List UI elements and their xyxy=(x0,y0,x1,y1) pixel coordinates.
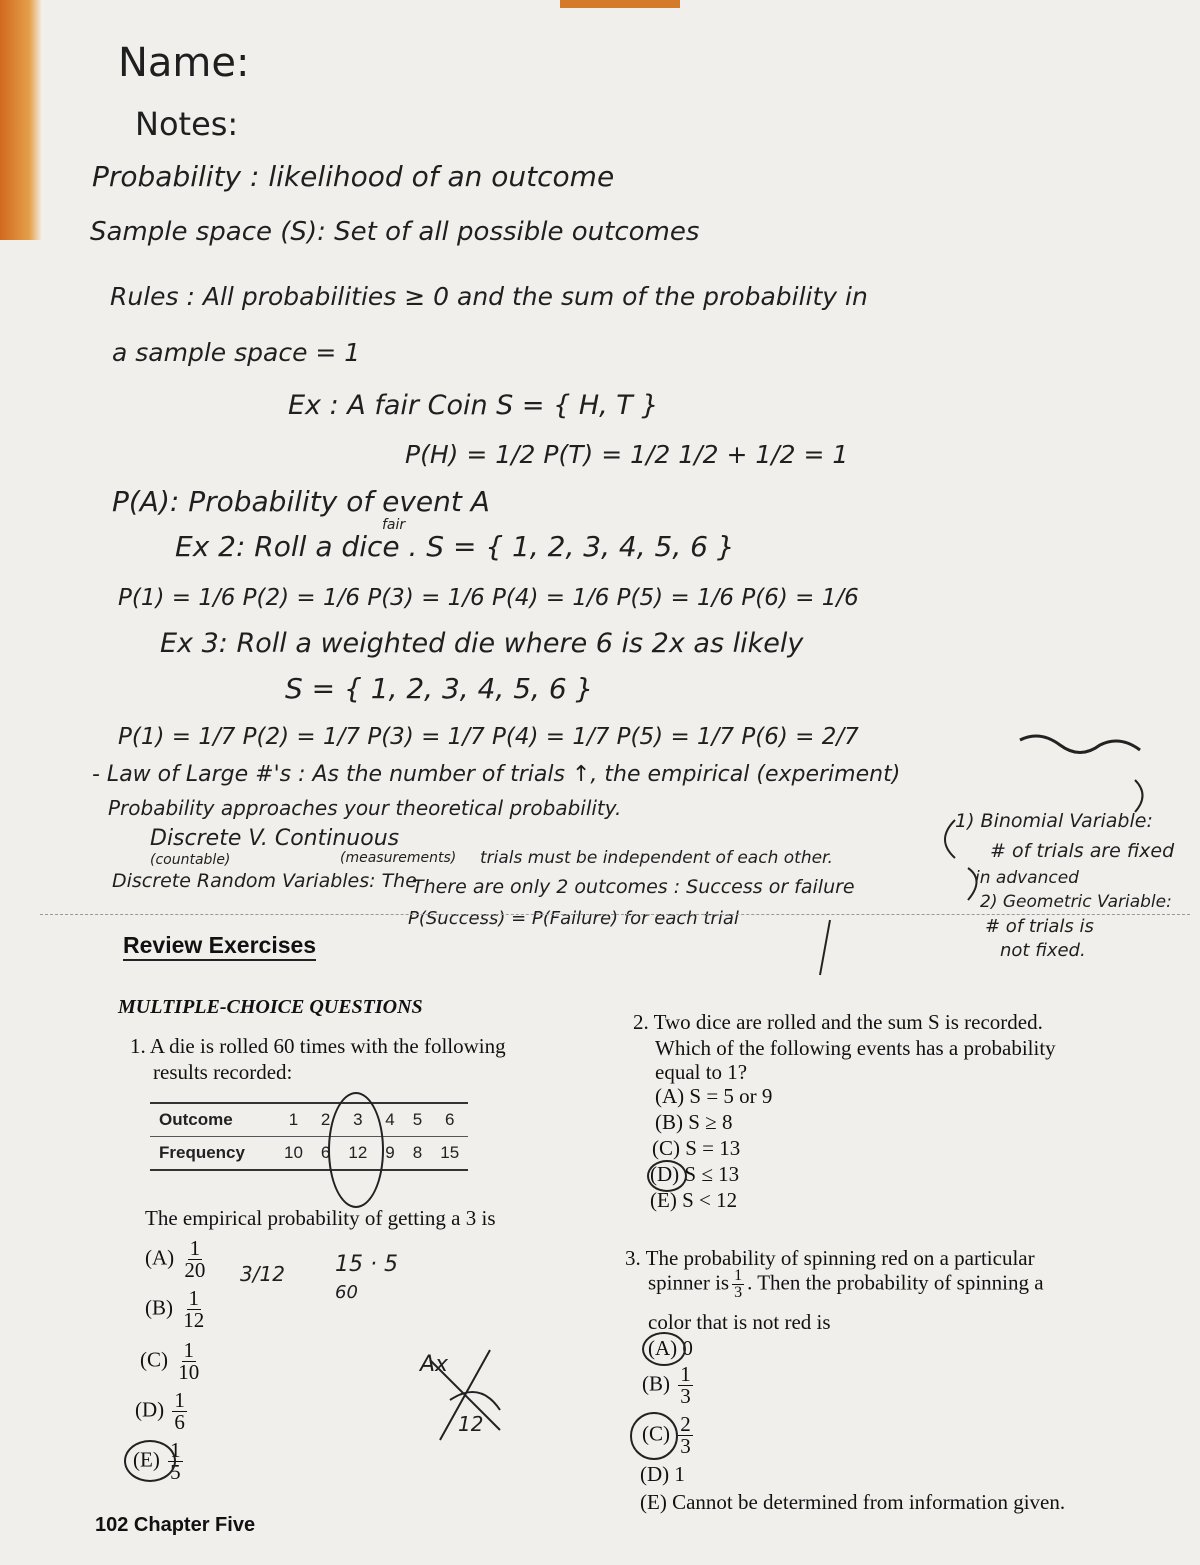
fraction-denominator: 3 xyxy=(734,1284,743,1301)
table-cell: 4 xyxy=(376,1103,403,1137)
q3-choice-e: (E) Cannot be determined from information given. xyxy=(640,1490,1066,1514)
circled-answer-d xyxy=(647,1160,687,1192)
q2-choice-c: (C) S = 13 xyxy=(652,1136,741,1160)
table-cell: 8 xyxy=(404,1137,431,1171)
table-cell: 10 xyxy=(275,1137,312,1171)
circled-answer-e xyxy=(124,1440,176,1482)
table-cell: 5 xyxy=(404,1103,431,1137)
fraction-numerator: 1 xyxy=(680,1362,691,1386)
q3-choice-d: (D) 1 xyxy=(640,1462,685,1486)
note-geometric-trials: # of trials is xyxy=(985,916,1094,937)
q2-choice-a: (A) S = 5 or 9 xyxy=(655,1084,773,1108)
note-geometric-variable: 2) Geometric Variable: xyxy=(980,892,1172,912)
question-1-stem: 1. A die is rolled 60 times with the following xyxy=(130,1034,506,1058)
choice-letter: (C) xyxy=(642,1421,670,1446)
note-success-failure: P(Success) = P(Failure) for each trial xyxy=(408,908,739,929)
fraction-denominator: 6 xyxy=(174,1410,185,1434)
note-example-3-set: S = { 1, 2, 3, 4, 5, 6 } xyxy=(285,672,594,705)
note-law-large-numbers: - Law of Large #'s : As the number of trials ↑, the empirical (experiment) xyxy=(92,762,901,787)
question-3-stem: 3. The probability of spinning red on a particular xyxy=(625,1246,1035,1270)
q1-choice-b xyxy=(145,1288,209,1331)
note-example-1: Ex : A fair Coin S = { H, T } xyxy=(288,390,659,421)
q2-choice-e: (E) S < 12 xyxy=(650,1188,738,1212)
scratch-work-5: 12 xyxy=(458,1412,484,1436)
question-3-stem-cont xyxy=(648,1268,1044,1301)
note-binomial-fixed: # of trials are fixed xyxy=(990,840,1175,862)
note-law-large-numbers-cont: Probability approaches your theoretical probability. xyxy=(108,796,622,820)
note-example-2: Ex 2: Roll a dice . S = { 1, 2, 3, 4, 5, 6 } xyxy=(175,530,735,563)
fraction-denominator: 20 xyxy=(184,1258,206,1282)
table-cell: 2 xyxy=(312,1103,339,1137)
fraction-denominator: 12 xyxy=(183,1308,205,1332)
choice-letter: (E) xyxy=(133,1447,160,1472)
fraction-numerator: 1 xyxy=(183,1338,194,1362)
note-independent-trials: trials must be independent of each other. xyxy=(480,848,833,868)
choice-fraction xyxy=(181,1288,206,1331)
table-cell: 6 xyxy=(312,1137,339,1171)
note-discrete-continuous: Discrete V. Continuous xyxy=(150,826,400,851)
fraction-numerator: 1 xyxy=(734,1267,743,1284)
q1-choice-c xyxy=(140,1340,204,1383)
fraction-denominator: 3 xyxy=(680,1434,691,1458)
fraction-numerator: 1 xyxy=(174,1388,185,1412)
choice-letter: (D) xyxy=(135,1397,165,1422)
table-row-frequency xyxy=(150,1137,468,1171)
scratch-work-1: 3/12 xyxy=(240,1262,285,1286)
q3-choice-a: (A) 0 xyxy=(648,1336,693,1360)
table-cell: 1 xyxy=(275,1103,312,1137)
table-row-outcome xyxy=(150,1103,468,1137)
scratch-work-3: 60 xyxy=(335,1282,358,1303)
choice-fraction xyxy=(678,1414,693,1457)
note-rules: Rules : All probabilities ≥ 0 and the sum of the probability in xyxy=(110,282,868,311)
multiple-choice-header: MULTIPLE-CHOICE QUESTIONS xyxy=(118,996,423,1018)
table-cell: 6 xyxy=(431,1103,468,1137)
note-example-1-probs: P(H) = 1/2 P(T) = 1/2 1/2 + 1/2 = 1 xyxy=(405,440,849,469)
note-geometric-not-fixed: not fixed. xyxy=(1000,940,1086,961)
review-exercises-title: Review Exercises xyxy=(123,932,316,961)
table-cell: 3 xyxy=(339,1103,376,1137)
q2-choice-b: (B) S ≥ 8 xyxy=(655,1110,733,1134)
circled-answer-c xyxy=(630,1412,678,1460)
choice-fraction xyxy=(182,1238,207,1281)
note-binomial-variable: 1) Binomial Variable: xyxy=(955,810,1153,832)
question-3-fraction xyxy=(732,1268,744,1301)
circled-column-3 xyxy=(328,1092,384,1208)
choice-letter: (B) xyxy=(145,1295,173,1320)
note-event-def: P(A): Probability of event A xyxy=(112,485,490,518)
frequency-header: Frequency xyxy=(150,1137,275,1171)
results-table xyxy=(150,1102,468,1171)
fraction-numerator: 1 xyxy=(188,1286,199,1310)
choice-letter: (C) xyxy=(140,1347,168,1372)
q1-choice-d xyxy=(135,1390,190,1433)
scratch-scribble xyxy=(420,1340,520,1450)
question-1-prompt: The empirical probability of getting a 3 is xyxy=(145,1206,496,1230)
note-binomial-advance: in advanced xyxy=(975,868,1079,888)
note-example-3-probs: P(1) = 1/7 P(2) = 1/7 P(3) = 1/7 P(4) = 1/7 P(5) = 1/7 P(6) = 2/7 xyxy=(118,724,859,750)
note-probability-def: Probability : likelihood of an outcome xyxy=(92,160,615,193)
question-2-stem-end: equal to 1? xyxy=(655,1060,748,1084)
question-3-text: . Then the probability of spinning a xyxy=(747,1270,1044,1295)
choice-letter: (A) xyxy=(145,1245,175,1270)
name-label: Name: xyxy=(118,40,250,86)
question-3-text: spinner is xyxy=(648,1270,730,1295)
note-example-2-probs: P(1) = 1/6 P(2) = 1/6 P(3) = 1/6 P(4) = 1/6 P(5) = 1/6 P(6) = 1/6 xyxy=(118,585,859,611)
q3-choice-b xyxy=(642,1364,696,1407)
note-fair-annotation: fair xyxy=(382,517,406,533)
choice-fraction xyxy=(678,1364,693,1407)
fraction-numerator: 1 xyxy=(189,1236,201,1260)
scratch-work-2: 15 · 5 xyxy=(335,1252,398,1277)
table-cell: 12 xyxy=(339,1137,376,1171)
section-divider xyxy=(40,914,1190,915)
circled-answer-a xyxy=(642,1332,686,1366)
note-measurements: (measurements) xyxy=(340,850,457,866)
note-sample-space-def: Sample space (S): Set of all possible outcomes xyxy=(90,217,700,247)
note-countable: (countable) xyxy=(150,852,231,868)
fraction-numerator: 1 xyxy=(170,1438,181,1462)
note-rules-cont: a sample space = 1 xyxy=(112,338,361,367)
q1-choice-a xyxy=(145,1238,210,1281)
table-cell: 15 xyxy=(431,1137,468,1171)
question-2-stem-cont: Which of the following events has a probability xyxy=(655,1036,1056,1060)
choice-fraction xyxy=(172,1390,187,1433)
choice-letter: (B) xyxy=(642,1371,670,1396)
question-2-stem: 2. Two dice are rolled and the sum S is recorded. xyxy=(633,1010,1043,1034)
note-example-3: Ex 3: Roll a weighted die where 6 is 2x as likely xyxy=(160,628,804,659)
fraction-numerator: 2 xyxy=(680,1412,691,1436)
fraction-denominator: 3 xyxy=(680,1384,691,1408)
scratch-work-4: Ax xyxy=(420,1352,449,1377)
notes-label: Notes: xyxy=(135,105,239,143)
page-footer: 102 Chapter Five xyxy=(95,1514,256,1536)
fraction-denominator: 5 xyxy=(170,1460,181,1484)
note-two-outcomes: There are only 2 outcomes : Success or failure xyxy=(412,876,855,898)
note-discrete-random-variables: Discrete Random Variables: The xyxy=(112,870,417,892)
q2-choice-d: (D) S ≤ 13 xyxy=(650,1162,740,1186)
fraction-denominator: 10 xyxy=(178,1360,200,1384)
question-1-stem-cont: results recorded: xyxy=(153,1060,293,1084)
question-3-stem-end: color that is not red is xyxy=(648,1310,831,1334)
table-cell: 9 xyxy=(376,1137,403,1171)
choice-fraction xyxy=(176,1340,201,1383)
outcome-header: Outcome xyxy=(150,1103,275,1137)
